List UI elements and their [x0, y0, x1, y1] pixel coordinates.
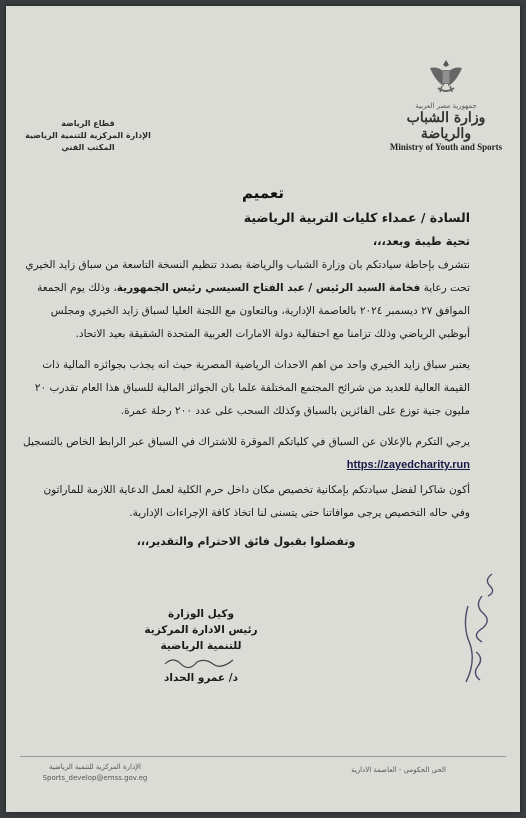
paragraph-text: نتشرف بإحاطة سيادتكم بان وزارة الشباب والرياضة بصدد تنظيم النسخة التاسعة من سباق زايد الخيري تحت رعاية: [25, 259, 470, 294]
paragraph-2: يعتبر سباق زايد الخيري واحد من اهم الاحداث الرياضية المصرية حيث انه يجذب بجوائزه المالية ذات القيمة العالية للعديد من شرائح المجتمع المختلفة علما بان الجوائز المالية للسباق هذا العام تقدرب ٢٠ مليون جنية توزع على الفائزين بالسباق وكذلك السحب على عدد ٢٠٠ رحلة عمرة.: [34, 359, 470, 417]
paragraph-4: أكون شاكرا لفضل سيادتكم بإمكانية تخصيص مكان داخل حرم الكلية لعمل الدعاية اللازمة للماراثون وفي حاله التخصيص يرجى موافاتنا حتى يتسنى لنا اتخاذ كافة الإجراءات الإدارية.: [43, 484, 470, 519]
registration-link[interactable]: https://zayedcharity.run: [346, 459, 470, 471]
paragraph-1: [22, 254, 470, 346]
department-line: قطاع الرياضة: [61, 119, 115, 128]
ministry-name-ar: وزارة الشباب والرياضة: [406, 110, 486, 142]
paragraph-text: يرجي التكرم بالإعلان عن السباق في كلياتكم الموقرة للاشتراك في السباق عبر الرابط الخاص بالتسجيل: [23, 436, 470, 448]
footer-email[interactable]: Sports_develop@emss.gov.eg: [42, 774, 148, 782]
signature-block: [126, 606, 276, 686]
eagle-emblem-icon: [424, 56, 468, 100]
paragraph-text: ، وذلك يوم الجمعة الموافق ٢٧ ديسمبر ٢٠٢٤ بالعاصمة الإدارية، وبالتعاون مع اللجنة العليا لسباق زايد الخيري ومجلس أبوظبي الرياضي وذلك تزامنا مع احتفالية دولة الامارات العربية المتحدة الشقيقة بعيد الاتحاد.: [37, 282, 470, 340]
republic-text: جمهورية مصر العربية: [415, 102, 477, 110]
president-name: فخامة السيد الرئيس / عبد الفتاح السيسي رئيس الجمهورية: [116, 282, 421, 294]
letter-body: [22, 206, 470, 548]
signatory-name: د/ عمرو الحداد: [164, 672, 238, 684]
handwritten-note: [454, 566, 504, 696]
department-line: الإدارة المركزية للتنمية الرياضية: [25, 131, 151, 140]
letterhead: [386, 56, 506, 156]
department-line: المكتب الفني: [61, 143, 115, 152]
closing-line: وتفضلوا بقبول فائق الاحترام والتقدير،،،: [136, 535, 356, 548]
subject-title: تعميم: [241, 184, 285, 202]
paragraph-3: [22, 431, 470, 477]
signature-scribble: [161, 654, 241, 670]
department-header: [18, 118, 158, 154]
addressee: السادة / عمداء كليات التربية الرياضية: [243, 210, 470, 225]
greeting: تحية طيبة وبعد،،،: [372, 234, 470, 248]
footer-address: الحي الحكومي - العاصمة الادارية: [351, 766, 446, 774]
signature-title: وكيل الوزارة: [168, 608, 234, 620]
footer-divider: [20, 756, 506, 757]
signature-title: رئيس الادارة المركزية للتنمية الرياضية: [144, 624, 258, 652]
ministry-name-en: Ministry of Youth and Sports: [389, 142, 503, 152]
footer-contact: [30, 762, 160, 784]
letter-page: [6, 6, 520, 812]
footer-department: الإدارة المركزية للتنمية الرياضية: [48, 763, 142, 771]
